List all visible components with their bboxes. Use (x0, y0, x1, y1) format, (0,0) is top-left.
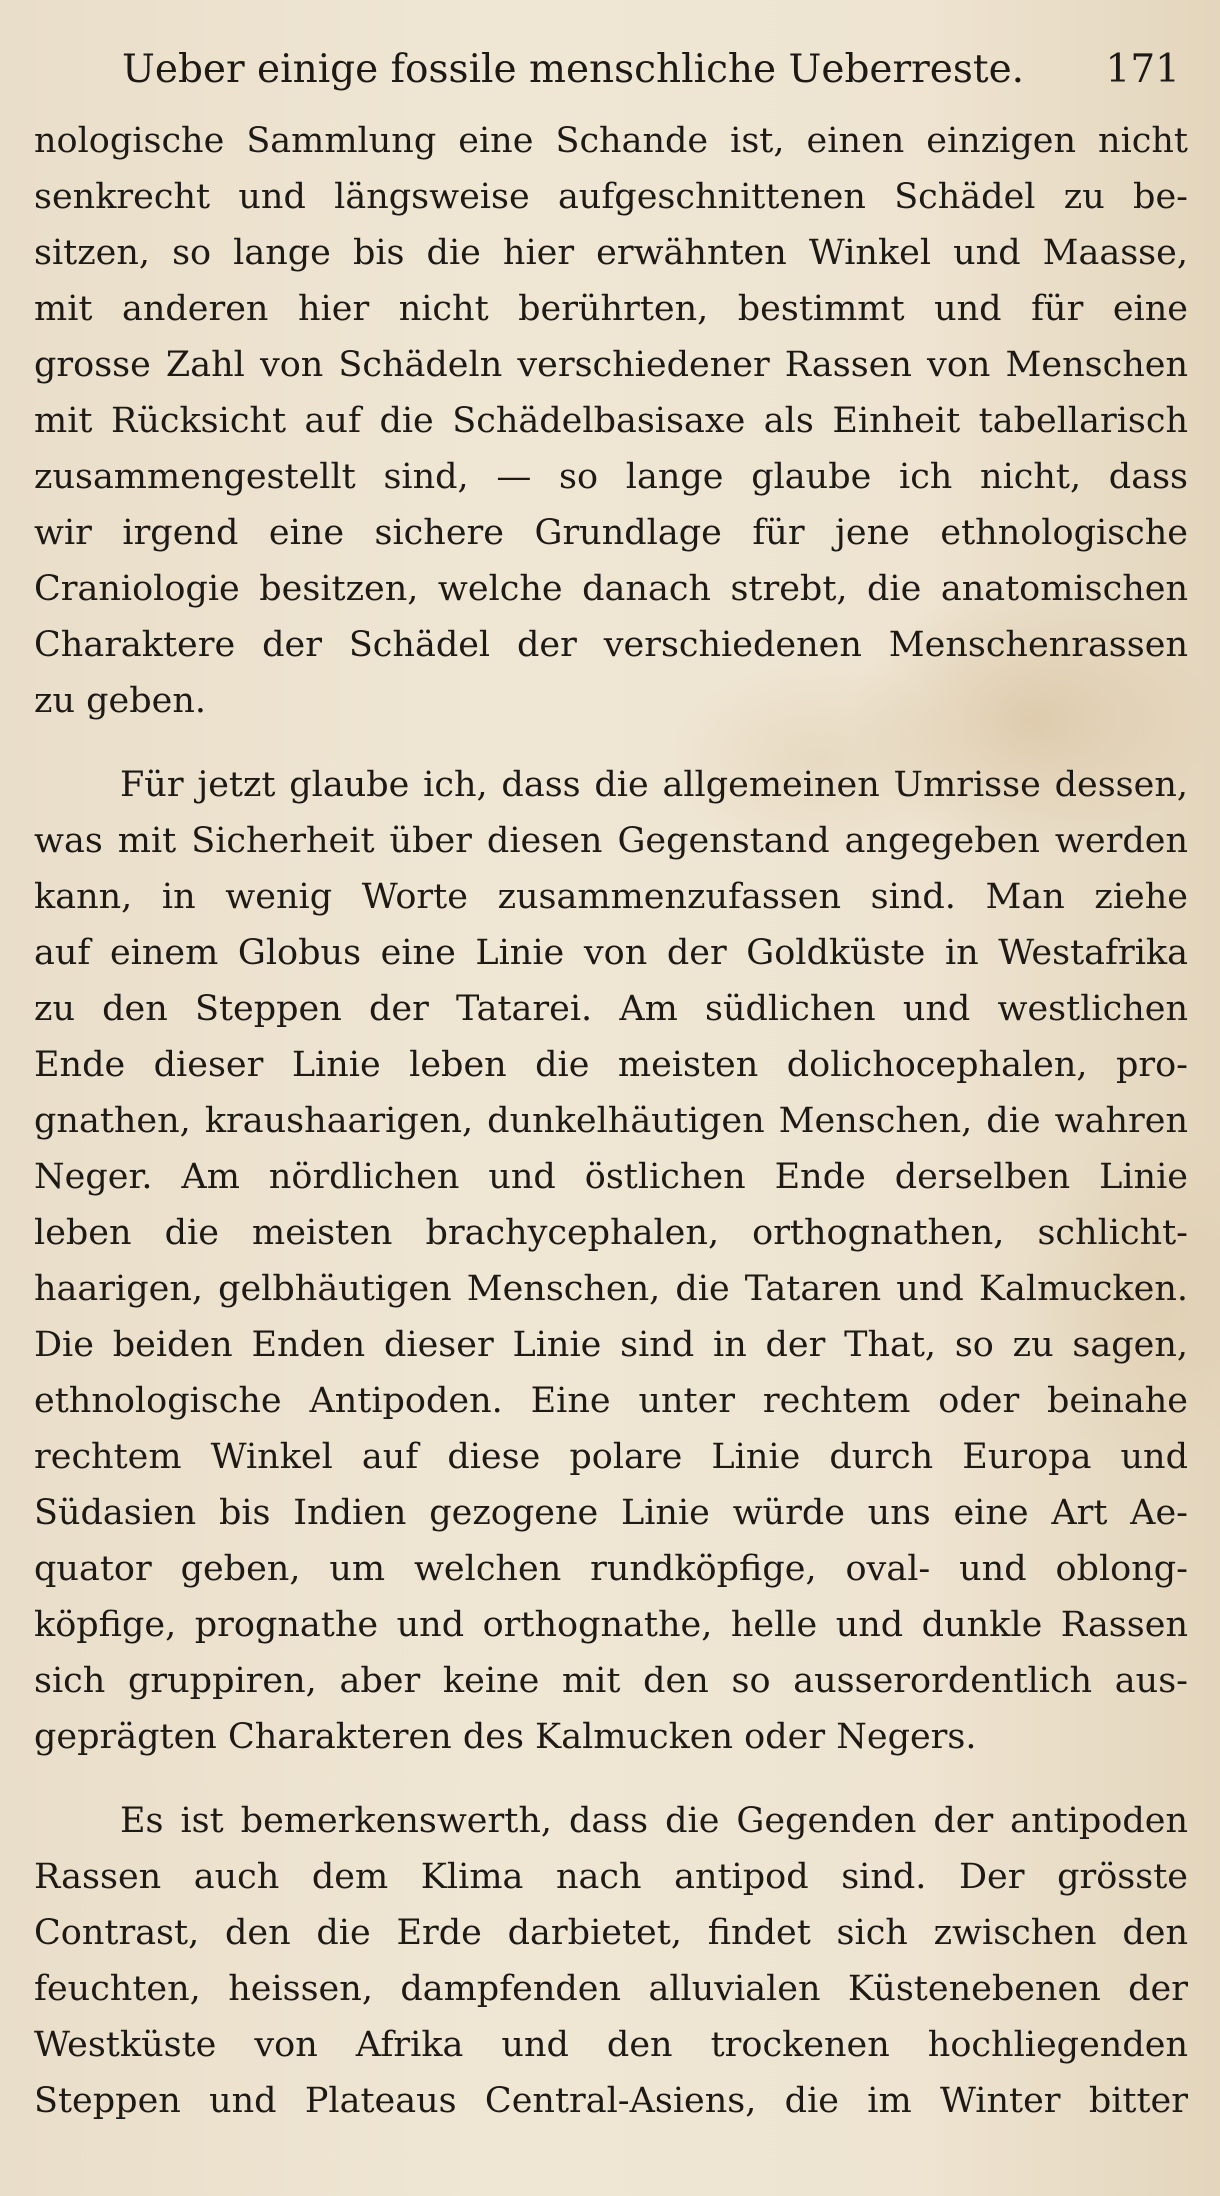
text-line: Charaktere der Schädel der verschiedenen Menschenrassen (34, 625, 1188, 665)
text-line: köpfige, prognathe und orthognathe, helle und dunkle Rassen (34, 1605, 1188, 1645)
text-line: feuchten, heissen, dampfenden alluvialen Küstenebenen der (34, 1969, 1188, 2009)
text-line: Für jetzt glaube ich, dass die allgemeinen Umrisse dessen, (120, 765, 1188, 805)
text-line: quator geben, um welchen rundköpfige, oval- und oblong- (34, 1549, 1188, 1589)
text-line: Die beiden Enden dieser Linie sind in der That, so zu sagen, (34, 1325, 1188, 1365)
paragraph-gap (34, 1765, 1188, 1793)
text-line: leben die meisten brachycephalen, orthognathen, schlicht- (34, 1213, 1188, 1253)
paragraph-gap (34, 729, 1188, 757)
text-line: mit anderen hier nicht berührten, bestimmt und für eine (34, 289, 1188, 329)
paragraph-3 (34, 1793, 1188, 2129)
paragraph-1 (34, 113, 1188, 729)
text-line: rechtem Winkel auf diese polare Linie durch Europa und (34, 1437, 1188, 1477)
text-line: ethnologische Antipoden. Eine unter rechtem oder beinahe (34, 1381, 1188, 1421)
text-line: Contrast, den die Erde darbietet, findet sich zwischen den (34, 1913, 1188, 1953)
text-line: gnathen, kraushaarigen, dunkelhäutigen Menschen, die wahren (34, 1101, 1188, 1141)
text-line: zu den Steppen der Tatarei. Am südlichen und westlichen (34, 989, 1188, 1029)
text-line: wir irgend eine sichere Grundlage für jene ethnologische (34, 513, 1188, 553)
running-title: Ueber einige fossile menschliche Ueberreste. (122, 47, 1025, 92)
body-text (34, 113, 1188, 2129)
text-line: mit Rücksicht auf die Schädelbasisaxe als Einheit tabellarisch (34, 401, 1188, 441)
text-line: Craniologie besitzen, welche danach strebt, die anatomischen (34, 569, 1188, 609)
text-line: zu geben. (34, 681, 207, 721)
text-line: grosse Zahl von Schädeln verschiedener Rassen von Menschen (34, 345, 1188, 385)
text-line: kann, in wenig Worte zusammenzufassen sind. Man ziehe (34, 877, 1188, 917)
page-header (122, 40, 1180, 100)
text-line: zusammengestellt sind, — so lange glaube ich nicht, dass (34, 457, 1188, 497)
page-number: 171 (1105, 47, 1180, 92)
text-line: senkrecht und längsweise aufgeschnittenen Schädel zu be- (34, 177, 1188, 217)
text-line: Ende dieser Linie leben die meisten dolichocephalen, pro- (34, 1045, 1188, 1085)
text-line: sitzen, so lange bis die hier erwähnten Winkel und Maasse, (34, 233, 1188, 273)
text-line: Westküste von Afrika und den trockenen hochliegenden (34, 2025, 1188, 2065)
text-line: sich gruppiren, aber keine mit den so ausserordentlich aus- (34, 1661, 1188, 1701)
text-line: haarigen, gelbhäutigen Menschen, die Tataren und Kalmucken. (34, 1269, 1188, 1309)
text-line: nologische Sammlung eine Schande ist, einen einzigen nicht (34, 121, 1188, 161)
text-line: Steppen und Plateaus Central-Asiens, die im Winter bitter (34, 2081, 1188, 2121)
text-line: was mit Sicherheit über diesen Gegenstand angegeben werden (34, 821, 1188, 861)
text-line: auf einem Globus eine Linie von der Goldküste in Westafrika (34, 933, 1188, 973)
text-line: Rassen auch dem Klima nach antipod sind. Der grösste (34, 1857, 1188, 1897)
paragraph-2 (34, 757, 1188, 1765)
text-line: Neger. Am nördlichen und östlichen Ende derselben Linie (34, 1157, 1188, 1197)
text-line: Südasien bis Indien gezogene Linie würde uns eine Art Ae- (34, 1493, 1188, 1533)
text-line: Es ist bemerkenswerth, dass die Gegenden der antipoden (120, 1801, 1188, 1841)
text-line: geprägten Charakteren des Kalmucken oder Negers. (34, 1717, 977, 1757)
